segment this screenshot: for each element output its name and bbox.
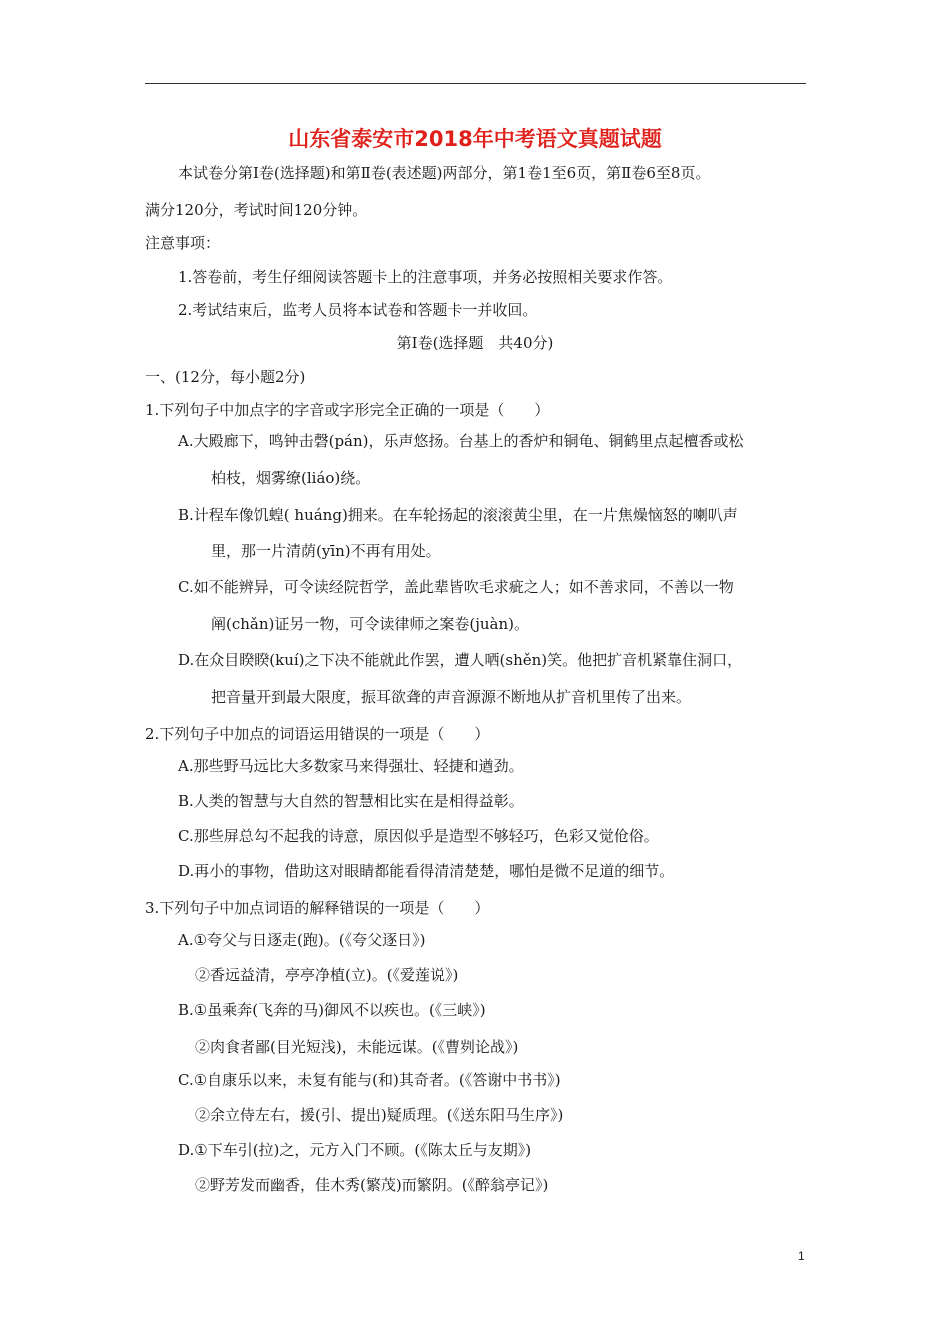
notice-heading: 注意事项： <box>145 234 221 252</box>
q1-option-c-line2: 阐(chǎn)证另一物，可令读律师之案卷(juàn)。 <box>211 615 529 633</box>
q2-option-c: C.那些屏总勾不起我的诗意，原因似乎是造型不够轻巧，色彩又觉伧俗。 <box>178 827 659 845</box>
q3-option-a-2: ②香远益清，亭亭净植(立)。(《爱莲说》) <box>195 966 459 984</box>
q2-option-b: B.人类的智慧与大自然的智慧相比实在是相得益彰。 <box>178 792 524 810</box>
section1-heading: 一、(12分，每小题2分) <box>145 368 306 386</box>
q1-option-a-line2: 柏枝，烟雾缭(liáo)绕。 <box>211 469 371 487</box>
q3-option-d-1: D.①下车引(拉)之，元方入门不顾。(《陈太丘与友期》) <box>178 1141 532 1159</box>
q3-option-d-2: ②野芳发而幽香，佳木秀(繁茂)而繁阴。(《醉翁亭记》) <box>195 1176 549 1194</box>
q3-option-c-1: C.①自康乐以来，未复有能与(和)其奇者。(《答谢中书书》) <box>178 1071 561 1089</box>
q3-option-a-1: A.①夸父与日逐走(跑)。(《夸父逐日》) <box>178 931 426 949</box>
page-title: 山东省泰安市2018年中考语文真题试题 <box>288 127 662 151</box>
header-rule <box>145 83 806 84</box>
intro-line-2: 满分120分，考试时间120分钟。 <box>145 201 368 219</box>
page-number: 1 <box>798 1249 805 1263</box>
q2-stem: 2.下列句子中加点的词语运用错误的一项是（ ） <box>145 725 490 743</box>
q1-option-d-line2: 把音量开到最大限度，振耳欲聋的声音源源不断地从扩音机里传了出来。 <box>211 688 692 706</box>
intro-line-1: 本试卷分第Ⅰ卷(选择题)和第Ⅱ卷(表述题)两部分，第1卷1至6页，第Ⅱ卷6至8页。 <box>178 164 711 182</box>
part1-heading: 第Ⅰ卷(选择题 共40分) <box>396 334 554 352</box>
q2-option-d: D.再小的事物，借助这对眼睛都能看得清清楚楚，哪怕是微不足道的细节。 <box>178 862 675 880</box>
notice-item-1: 1.答卷前，考生仔细阅读答题卡上的注意事项，并务必按照相关要求作答。 <box>178 268 673 286</box>
q1-option-a-line1: A.大殿廊下，鸣钟击磬(pán)，乐声悠扬。台基上的香炉和铜龟、铜鹤里点起檀香或松 <box>178 432 744 450</box>
q3-stem: 3.下列句子中加点词语的解释错误的一项是（ ） <box>145 899 490 917</box>
q3-option-c-2: ②余立侍左右，援(引、提出)疑质理。(《送东阳马生序》) <box>195 1106 564 1124</box>
q1-option-b-line2: 里，那一片清荫(yīn)不再有用处。 <box>211 542 441 560</box>
q2-option-a: A.那些野马远比大多数家马来得强壮、轻捷和遒劲。 <box>178 757 524 775</box>
q1-option-d-line1: D.在众目睽睽(kuí)之下决不能就此作罢，遭人哂(shěn)笑。他把扩音机紧靠住洞口， <box>178 651 743 669</box>
notice-item-2: 2.考试结束后，监考人员将本试卷和答题卡一并收回。 <box>178 301 538 319</box>
q1-stem: 1.下列句子中加点字的字音或字形完全正确的一项是（ ） <box>145 401 550 419</box>
q3-option-b-1: B.①虽乘奔(飞奔的马)御风不以疾也。(《三峡》) <box>178 1001 486 1019</box>
q1-option-c-line1: C.如不能辨异，可令读经院哲学，盖此辈皆吹毛求疵之人；如不善求同，不善以一物 <box>178 578 734 596</box>
q1-option-b-line1: B.计程车像饥蝗( huáng)拥来。在车轮扬起的滚滚黄尘里，在一片焦燥恼怒的喇叭声 <box>178 506 738 524</box>
q3-option-b-2: ②肉食者鄙(目光短浅)，未能远谋。(《曹刿论战》) <box>195 1038 519 1056</box>
